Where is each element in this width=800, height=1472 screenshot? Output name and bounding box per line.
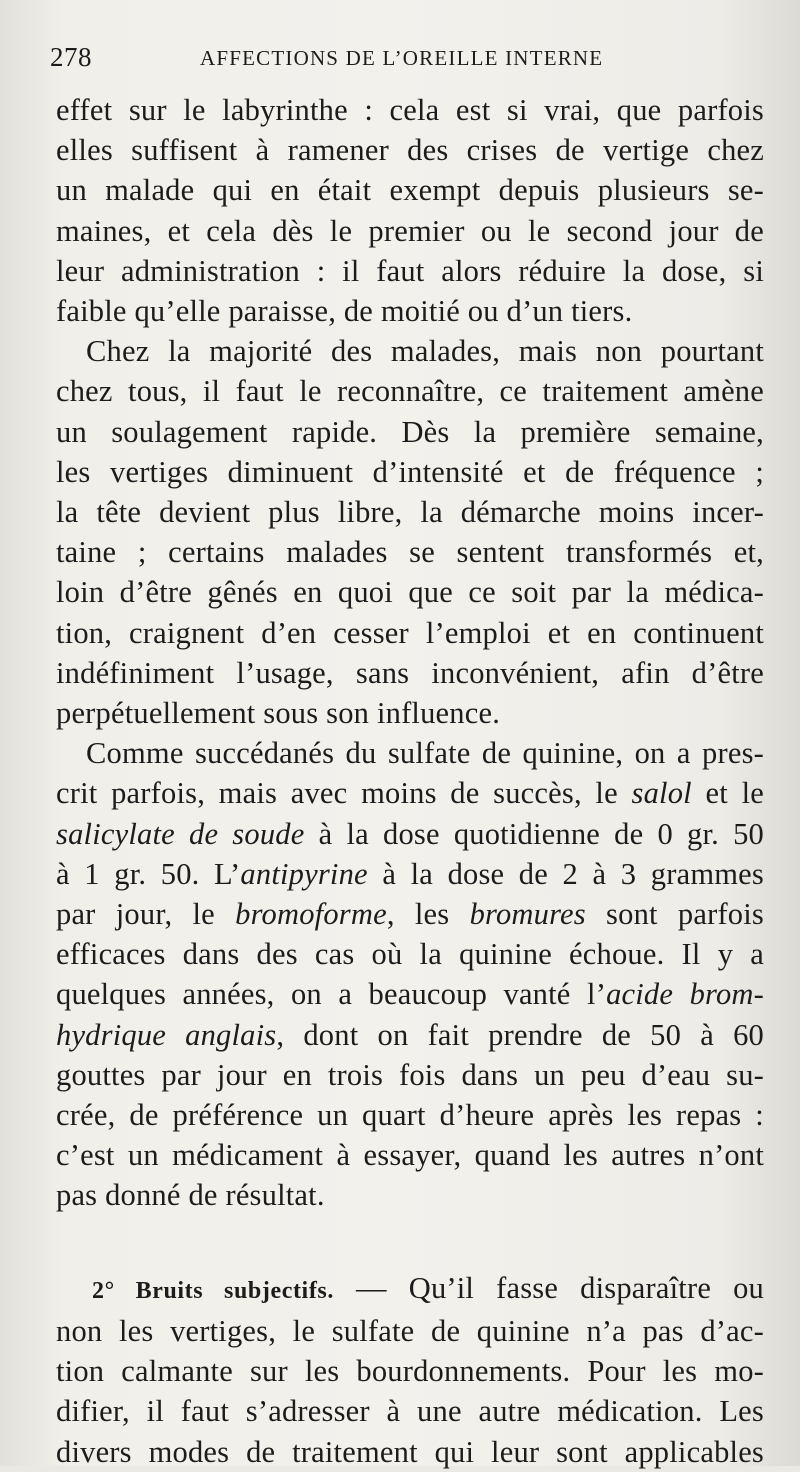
- text-line: difier, il faut s’adresser à une autre médication. Les: [56, 1394, 764, 1429]
- italic-term: acide brom-: [606, 977, 765, 1012]
- paragraph-2: [56, 331, 764, 733]
- italic-term: bromoforme: [235, 897, 387, 932]
- text-line: la tête devient plus libre, la démarche moins incer-: [56, 495, 764, 530]
- page-number: 278: [50, 42, 92, 72]
- text-line: Chez la majorité des malades, mais non pourtant: [86, 334, 764, 369]
- text-line: pas donné de résultat.: [56, 1178, 325, 1213]
- text-run: par jour, le: [56, 897, 236, 932]
- italic-term: hydrique anglais: [56, 1017, 277, 1052]
- text-run: quelques années, on a beaucoup vanté l’: [56, 977, 607, 1012]
- text-run: crit parfois, mais avec moins de succès, le: [56, 776, 632, 811]
- text-line: divers modes de traitement qui leur sont applicables: [56, 1434, 764, 1469]
- paragraph-3: [56, 733, 764, 1215]
- italic-term: antipyrine: [240, 856, 368, 891]
- paragraph-1: [56, 90, 764, 331]
- text-line: [56, 854, 764, 894]
- paragraph-4: [56, 1268, 764, 1472]
- text-line: chez tous, il faut le reconnaître, ce traitement amène: [56, 374, 764, 409]
- text-line: effet sur le labyrinthe : cela est si vrai, que parfois: [56, 93, 764, 127]
- italic-term: salicylate de soude: [56, 816, 305, 851]
- text-line: [56, 1015, 764, 1055]
- text-line: Comme succédanés du sulfate de quinine, on a pres-: [86, 736, 764, 771]
- text-line: perpétuellement sous son influence.: [56, 696, 501, 731]
- text-run: à la dose de 2 à 3 grammes: [367, 856, 764, 891]
- text-line: les vertiges diminuent d’intensité et de fréquence ;: [56, 454, 764, 489]
- text-line: [56, 1268, 764, 1311]
- text-line: leur administration : il faut alors réduire la dose, si: [56, 253, 764, 288]
- text-run: et le: [691, 776, 764, 811]
- text-run: à la dose quotidienne de 0 gr. 50: [304, 816, 764, 851]
- text-line: efficaces dans des cas où la quinine échoue. Il y a: [56, 937, 764, 972]
- text-run: , dont on fait prendre de 50 à 60: [276, 1017, 764, 1052]
- text-line: non les vertiges, le sulfate de quinine n’a pas d’ac-: [56, 1313, 764, 1348]
- section-heading: 2° Bruits subjectifs.: [92, 1277, 334, 1304]
- text-line: taine ; certains malades se sentent transformés et,: [56, 535, 764, 570]
- text-line: indéfiniment l’usage, sans inconvénient, afin d’être: [56, 655, 764, 690]
- text-line: [56, 773, 764, 813]
- body-text: [56, 90, 764, 1472]
- text-run: à 1 gr. 50. L’: [56, 856, 241, 891]
- italic-term: salol: [631, 776, 692, 811]
- text-line: [56, 814, 764, 854]
- text-line: maines, et cela dès le premier ou le second jour de: [56, 213, 764, 248]
- text-line: gouttes par jour en trois fois dans un peu d’eau su-: [56, 1057, 764, 1092]
- text-line: faible qu’elle paraisse, de moitié ou d’un tiers.: [56, 294, 633, 329]
- text-line: loin d’être gênés en quoi que ce soit par la médica-: [56, 575, 764, 610]
- text-run: , les: [386, 897, 470, 932]
- text-line: un soulagement rapide. Dès la première semaine,: [56, 414, 764, 449]
- text-line: tion, craignent d’en cesser l’emploi et en continuent: [56, 615, 764, 650]
- text-line: tion calmante sur les bourdonnements. Pour les mo-: [56, 1354, 764, 1389]
- text-line: elles suffisent à ramener des crises de vertige chez: [56, 133, 764, 168]
- running-title: AFFECTIONS DE L’OREILLE INTERNE: [200, 46, 604, 70]
- italic-term: bromures: [469, 897, 586, 932]
- text-run: sont parfois: [585, 897, 764, 932]
- text-line: c’est un médicament à essayer, quand les autres n’ont: [56, 1138, 764, 1173]
- text-run: — Qu’il fasse disparaître ou: [333, 1270, 764, 1305]
- text-line: un malade qui en était exempt depuis plusieurs se-: [56, 173, 764, 208]
- text-line: [56, 974, 764, 1014]
- page-header: [50, 38, 752, 78]
- text-line: crée, de préférence un quart d’heure après les repas :: [56, 1098, 764, 1133]
- text-line: [56, 894, 764, 934]
